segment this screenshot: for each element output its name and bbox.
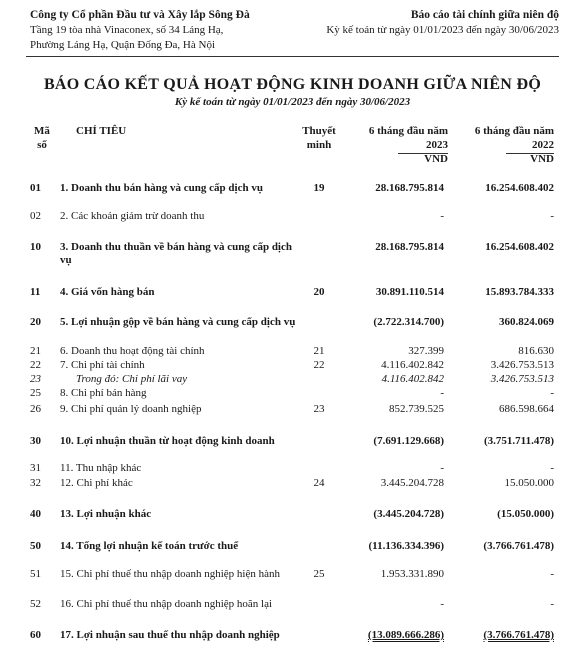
- prior-header-line1: 6 tháng đầu năm: [474, 125, 554, 137]
- row-code: 51: [30, 568, 41, 580]
- row-prior: -: [550, 568, 554, 580]
- row-current: 327.399: [408, 345, 444, 357]
- row-label: 15. Chi phí thuế thu nhập doanh nghiệp hiện hành: [60, 568, 280, 580]
- row-code: 30: [30, 435, 41, 447]
- row-prior: 16.254.608.402: [485, 241, 554, 253]
- row-note: 24: [313, 477, 325, 489]
- column-header-note: [294, 124, 344, 152]
- row-current: 30.891.110.514: [375, 286, 444, 298]
- note-header-line1: Thuyết: [302, 125, 336, 137]
- row-prior: 15.050.000: [504, 477, 554, 489]
- current-unit-rule: [398, 153, 448, 154]
- row-current: 4.116.402.842: [381, 373, 444, 385]
- row-current: 1.953.331.890: [380, 568, 444, 580]
- row-label: 7. Chi phí tài chính: [60, 359, 145, 371]
- row-code: 02: [30, 210, 41, 222]
- row-current: (13.089.666.286): [367, 629, 444, 641]
- row-prior: 816.630: [518, 345, 554, 357]
- row-prior: 16.254.608.402: [485, 182, 554, 194]
- row-code: 31: [30, 462, 41, 474]
- row-current: (2.722.314.700): [373, 316, 444, 328]
- column-header-code: [30, 124, 54, 152]
- report-period: Kỳ kế toán từ ngày 01/01/2023 đến ngày 30/06/2023: [326, 24, 559, 36]
- row-note: 20: [313, 286, 325, 298]
- row-code: 26: [30, 403, 41, 415]
- row-current: (7.691.129.668): [373, 435, 444, 447]
- row-code: 21: [30, 345, 41, 357]
- row-label: 17. Lợi nhuận sau thuế thu nhập doanh nghiệp: [60, 629, 280, 641]
- row-note: 22: [313, 359, 325, 371]
- row-note: 25: [313, 568, 325, 580]
- row-label: 9. Chi phí quản lý doanh nghiệp: [60, 403, 202, 415]
- code-header-line2: số: [37, 139, 47, 151]
- row-label: 6. Doanh thu hoạt động tài chính: [60, 345, 205, 357]
- row-code: 40: [30, 508, 41, 520]
- current-header-unit: VND: [424, 153, 448, 165]
- row-prior: -: [550, 598, 554, 610]
- row-prior: 15.893.784.333: [485, 286, 554, 298]
- report-header: [326, 8, 559, 38]
- row-code: 25: [30, 387, 41, 399]
- current-header-line2: 2023: [426, 139, 448, 151]
- row-label: 13. Lợi nhuận khác: [60, 508, 152, 520]
- row-label: 12. Chi phí khác: [60, 477, 133, 489]
- row-code: 01: [30, 182, 41, 194]
- row-current: (11.136.334.396): [368, 540, 444, 552]
- report-type: Báo cáo tài chính giữa niên độ: [410, 9, 559, 21]
- row-note: 21: [313, 345, 325, 357]
- row-label: 3. Doanh thu thuần về bán hàng và cung cấp dịch vụ: [60, 241, 292, 266]
- row-code: 20: [30, 316, 41, 328]
- row-code: 50: [30, 540, 41, 552]
- row-note: 23: [313, 403, 325, 415]
- row-label: 2. Các khoản giảm trừ doanh thu: [60, 210, 205, 222]
- row-code: 60: [30, 629, 41, 641]
- row-label: Trong đó: Chi phí lãi vay: [76, 373, 188, 385]
- column-header-item: CHỈ TIÊU: [76, 125, 127, 137]
- row-code: 11: [30, 286, 41, 298]
- row-label: 16. Chi phí thuế thu nhập doanh nghiệp hoãn lại: [60, 598, 273, 610]
- company-address-line2: Phường Láng Hạ, Quận Đống Đa, Hà Nội: [30, 39, 215, 51]
- company-name: Công ty Cổ phần Đầu tư và Xây lắp Sông Đà: [30, 9, 250, 21]
- prior-unit-rule: [506, 153, 554, 154]
- column-header-prior: [458, 124, 554, 166]
- row-label: 4. Giá vốn hàng bán: [60, 286, 155, 298]
- row-label: 11. Thu nhập khác: [60, 462, 142, 474]
- row-prior: 686.598.664: [499, 403, 554, 415]
- column-header-current: [354, 124, 448, 166]
- row-current: (3.445.204.728): [373, 508, 444, 520]
- row-code: 10: [30, 241, 41, 253]
- row-code: 52: [30, 598, 41, 610]
- prior-header-unit: VND: [530, 153, 554, 165]
- row-note: 19: [313, 182, 325, 194]
- row-current: 852.739.525: [389, 403, 444, 415]
- row-prior: (15.050.000): [497, 508, 554, 520]
- current-header-line1: 6 tháng đầu năm: [368, 125, 448, 137]
- row-current: -: [440, 387, 444, 399]
- row-label: 10. Lợi nhuận thuần từ hoạt động kinh doanh: [60, 435, 275, 447]
- row-label: 1. Doanh thu bán hàng và cung cấp dịch vụ: [60, 182, 263, 194]
- row-prior: 3.426.753.513: [490, 373, 554, 385]
- row-code: 32: [30, 477, 41, 489]
- row-prior: -: [550, 210, 554, 222]
- header-divider: [26, 56, 559, 57]
- prior-header-line2: 2022: [532, 139, 554, 151]
- row-label: 14. Tổng lợi nhuận kế toán trước thuế: [60, 540, 239, 552]
- row-current: 28.168.795.814: [375, 241, 444, 253]
- row-label: 8. Chi phí bán hàng: [60, 387, 147, 399]
- row-current: 28.168.795.814: [375, 182, 444, 194]
- row-label: 5. Lợi nhuận gộp về bán hàng và cung cấp dịch vụ: [60, 316, 296, 328]
- row-code: 23: [30, 373, 41, 385]
- row-prior: (3.751.711.478): [484, 435, 554, 447]
- company-address-line1: Tầng 19 tòa nhà Vinaconex, số 34 Láng Hạ,: [30, 24, 224, 36]
- row-prior: -: [550, 387, 554, 399]
- row-current: 4.116.402.842: [381, 359, 444, 371]
- row-prior: (3.766.761.478): [483, 540, 554, 552]
- page-subtitle: Kỳ kế toán từ ngày 01/01/2023 đến ngày 30/06/2023: [174, 96, 411, 108]
- row-current: -: [440, 462, 444, 474]
- row-code: 22: [30, 359, 41, 371]
- row-prior: 3.426.753.513: [490, 359, 554, 371]
- row-current: 3.445.204.728: [380, 477, 444, 489]
- company-header: [30, 8, 250, 53]
- page-title: BÁO CÁO KẾT QUẢ HOẠT ĐỘNG KINH DOANH GIỮA NIÊN ĐỘ: [43, 76, 542, 93]
- row-current: -: [440, 598, 444, 610]
- row-prior: (3.766.761.478): [483, 629, 554, 641]
- row-current: -: [440, 210, 444, 222]
- note-header-line2: minh: [306, 139, 332, 151]
- code-header-line1: Mã: [34, 125, 50, 137]
- row-prior: 360.824.069: [499, 316, 554, 328]
- row-prior: -: [550, 462, 554, 474]
